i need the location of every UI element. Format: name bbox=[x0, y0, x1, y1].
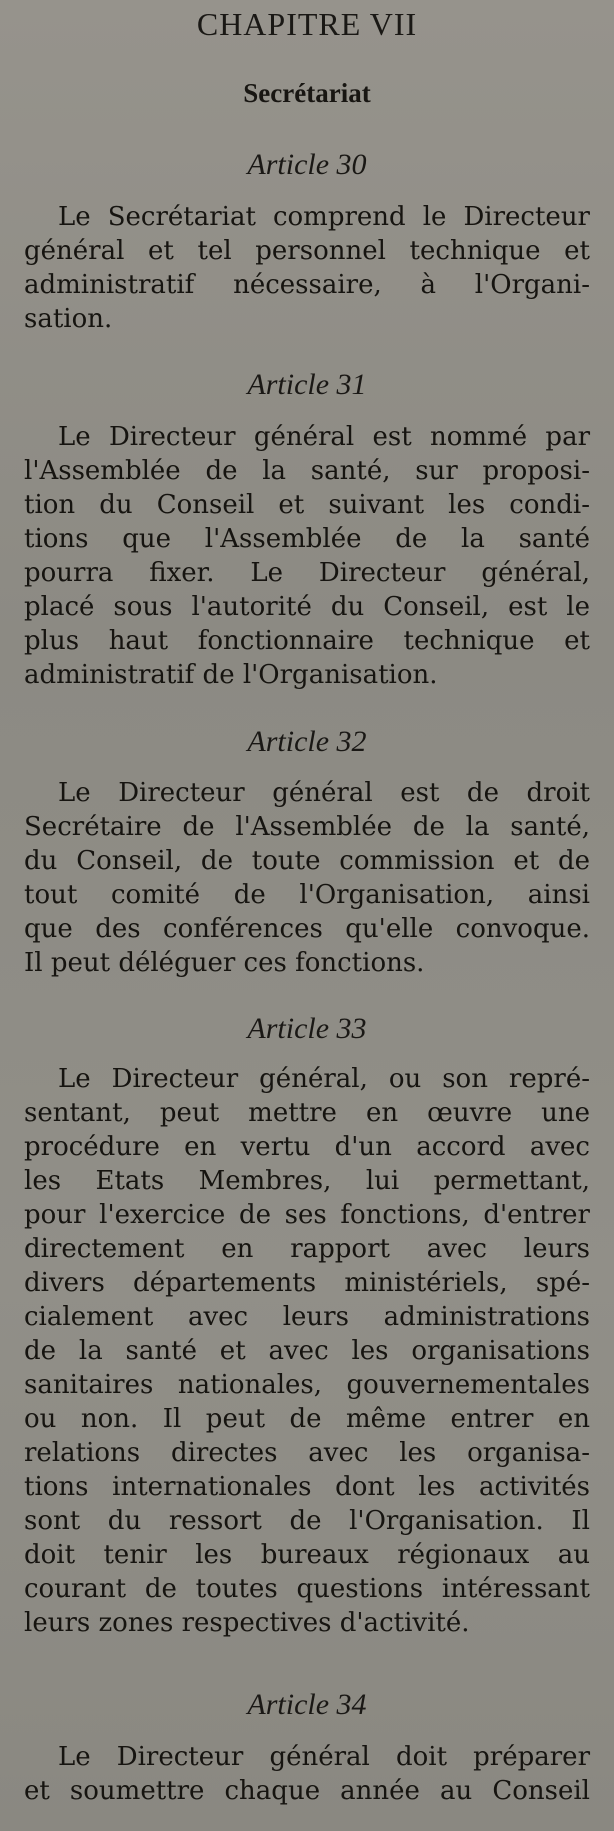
text-line: général et tel personnel technique et bbox=[24, 236, 590, 266]
text-line: sont du ressort de l'Organisation. Il bbox=[24, 1506, 590, 1536]
text-line: pour l'exercice de ses fonctions, d'entrer bbox=[24, 1200, 590, 1230]
article-30-title: Article 30 bbox=[247, 148, 367, 181]
text-line: relations directes avec les organisa- bbox=[24, 1438, 590, 1468]
text-line: du Conseil, de toute commission et de bbox=[24, 846, 590, 876]
text-line: cialement avec leurs administrations bbox=[24, 1302, 590, 1332]
text-line: pourra fixer. Le Directeur général, bbox=[24, 558, 590, 588]
text-line: Il peut déléguer ces fonctions. bbox=[24, 948, 425, 978]
text-line: placé sous l'autorité du Conseil, est le bbox=[24, 592, 590, 622]
article-31-title: Article 31 bbox=[247, 368, 367, 401]
article-32-title: Article 32 bbox=[247, 725, 367, 758]
text-line: tion du Conseil et suivant les condi- bbox=[24, 490, 590, 520]
text-line: que des conférences qu'elle convoque. bbox=[24, 914, 590, 944]
article-33-text bbox=[24, 1062, 590, 1640]
text-line: administratif de l'Organisation. bbox=[24, 660, 438, 690]
text-line: tout comité de l'Organisation, ainsi bbox=[24, 880, 590, 910]
text-line: Le Directeur général est de droit bbox=[58, 778, 590, 808]
text-line: ou non. Il peut de même entrer en bbox=[24, 1404, 590, 1434]
text-line: tions internationales dont les activités bbox=[24, 1472, 590, 1502]
article-34-title: Article 34 bbox=[247, 1688, 367, 1721]
text-line: Le Directeur général doit préparer bbox=[58, 1742, 590, 1772]
text-line: l'Assemblée de la santé, sur proposi- bbox=[24, 456, 590, 486]
text-line: leurs zones respectives d'activité. bbox=[24, 1608, 470, 1638]
text-line: de la santé et avec les organisations bbox=[24, 1336, 590, 1366]
article-33-title: Article 33 bbox=[247, 1012, 367, 1045]
text-line: directement en rapport avec leurs bbox=[24, 1234, 590, 1264]
text-line: tions que l'Assemblée de la santé bbox=[24, 524, 590, 554]
text-line: Le Directeur général, ou son repré- bbox=[58, 1064, 590, 1094]
text-line: sanitaires nationales, gouvernementales bbox=[24, 1370, 590, 1400]
text-line: divers départements ministériels, spé- bbox=[24, 1268, 590, 1298]
text-line: Le Directeur général est nommé par bbox=[58, 422, 590, 452]
text-line: Secrétaire de l'Assemblée de la santé, bbox=[24, 812, 590, 842]
text-line: sation. bbox=[24, 304, 113, 334]
article-31-text bbox=[24, 420, 590, 692]
section-title: Secrétariat bbox=[243, 78, 371, 108]
text-line: procédure en vertu d'un accord avec bbox=[24, 1132, 590, 1162]
text-line: plus haut fonctionnaire technique et bbox=[24, 626, 590, 656]
article-32-text bbox=[24, 776, 590, 980]
article-30-text bbox=[24, 200, 590, 336]
text-line: et soumettre chaque année au Conseil bbox=[24, 1776, 590, 1806]
text-line: courant de toutes questions intéressant bbox=[24, 1574, 590, 1604]
text-line: Le Secrétariat comprend le Directeur bbox=[58, 202, 590, 232]
text-line: administratif nécessaire, à l'Organi- bbox=[24, 270, 590, 300]
article-34-text bbox=[24, 1740, 590, 1808]
text-line: sentant, peut mettre en œuvre une bbox=[24, 1098, 590, 1128]
text-line: les Etats Membres, lui permettant, bbox=[24, 1166, 590, 1196]
text-line: doit tenir les bureaux régionaux au bbox=[24, 1540, 590, 1570]
chapter-title: CHAPITRE VII bbox=[196, 6, 418, 42]
